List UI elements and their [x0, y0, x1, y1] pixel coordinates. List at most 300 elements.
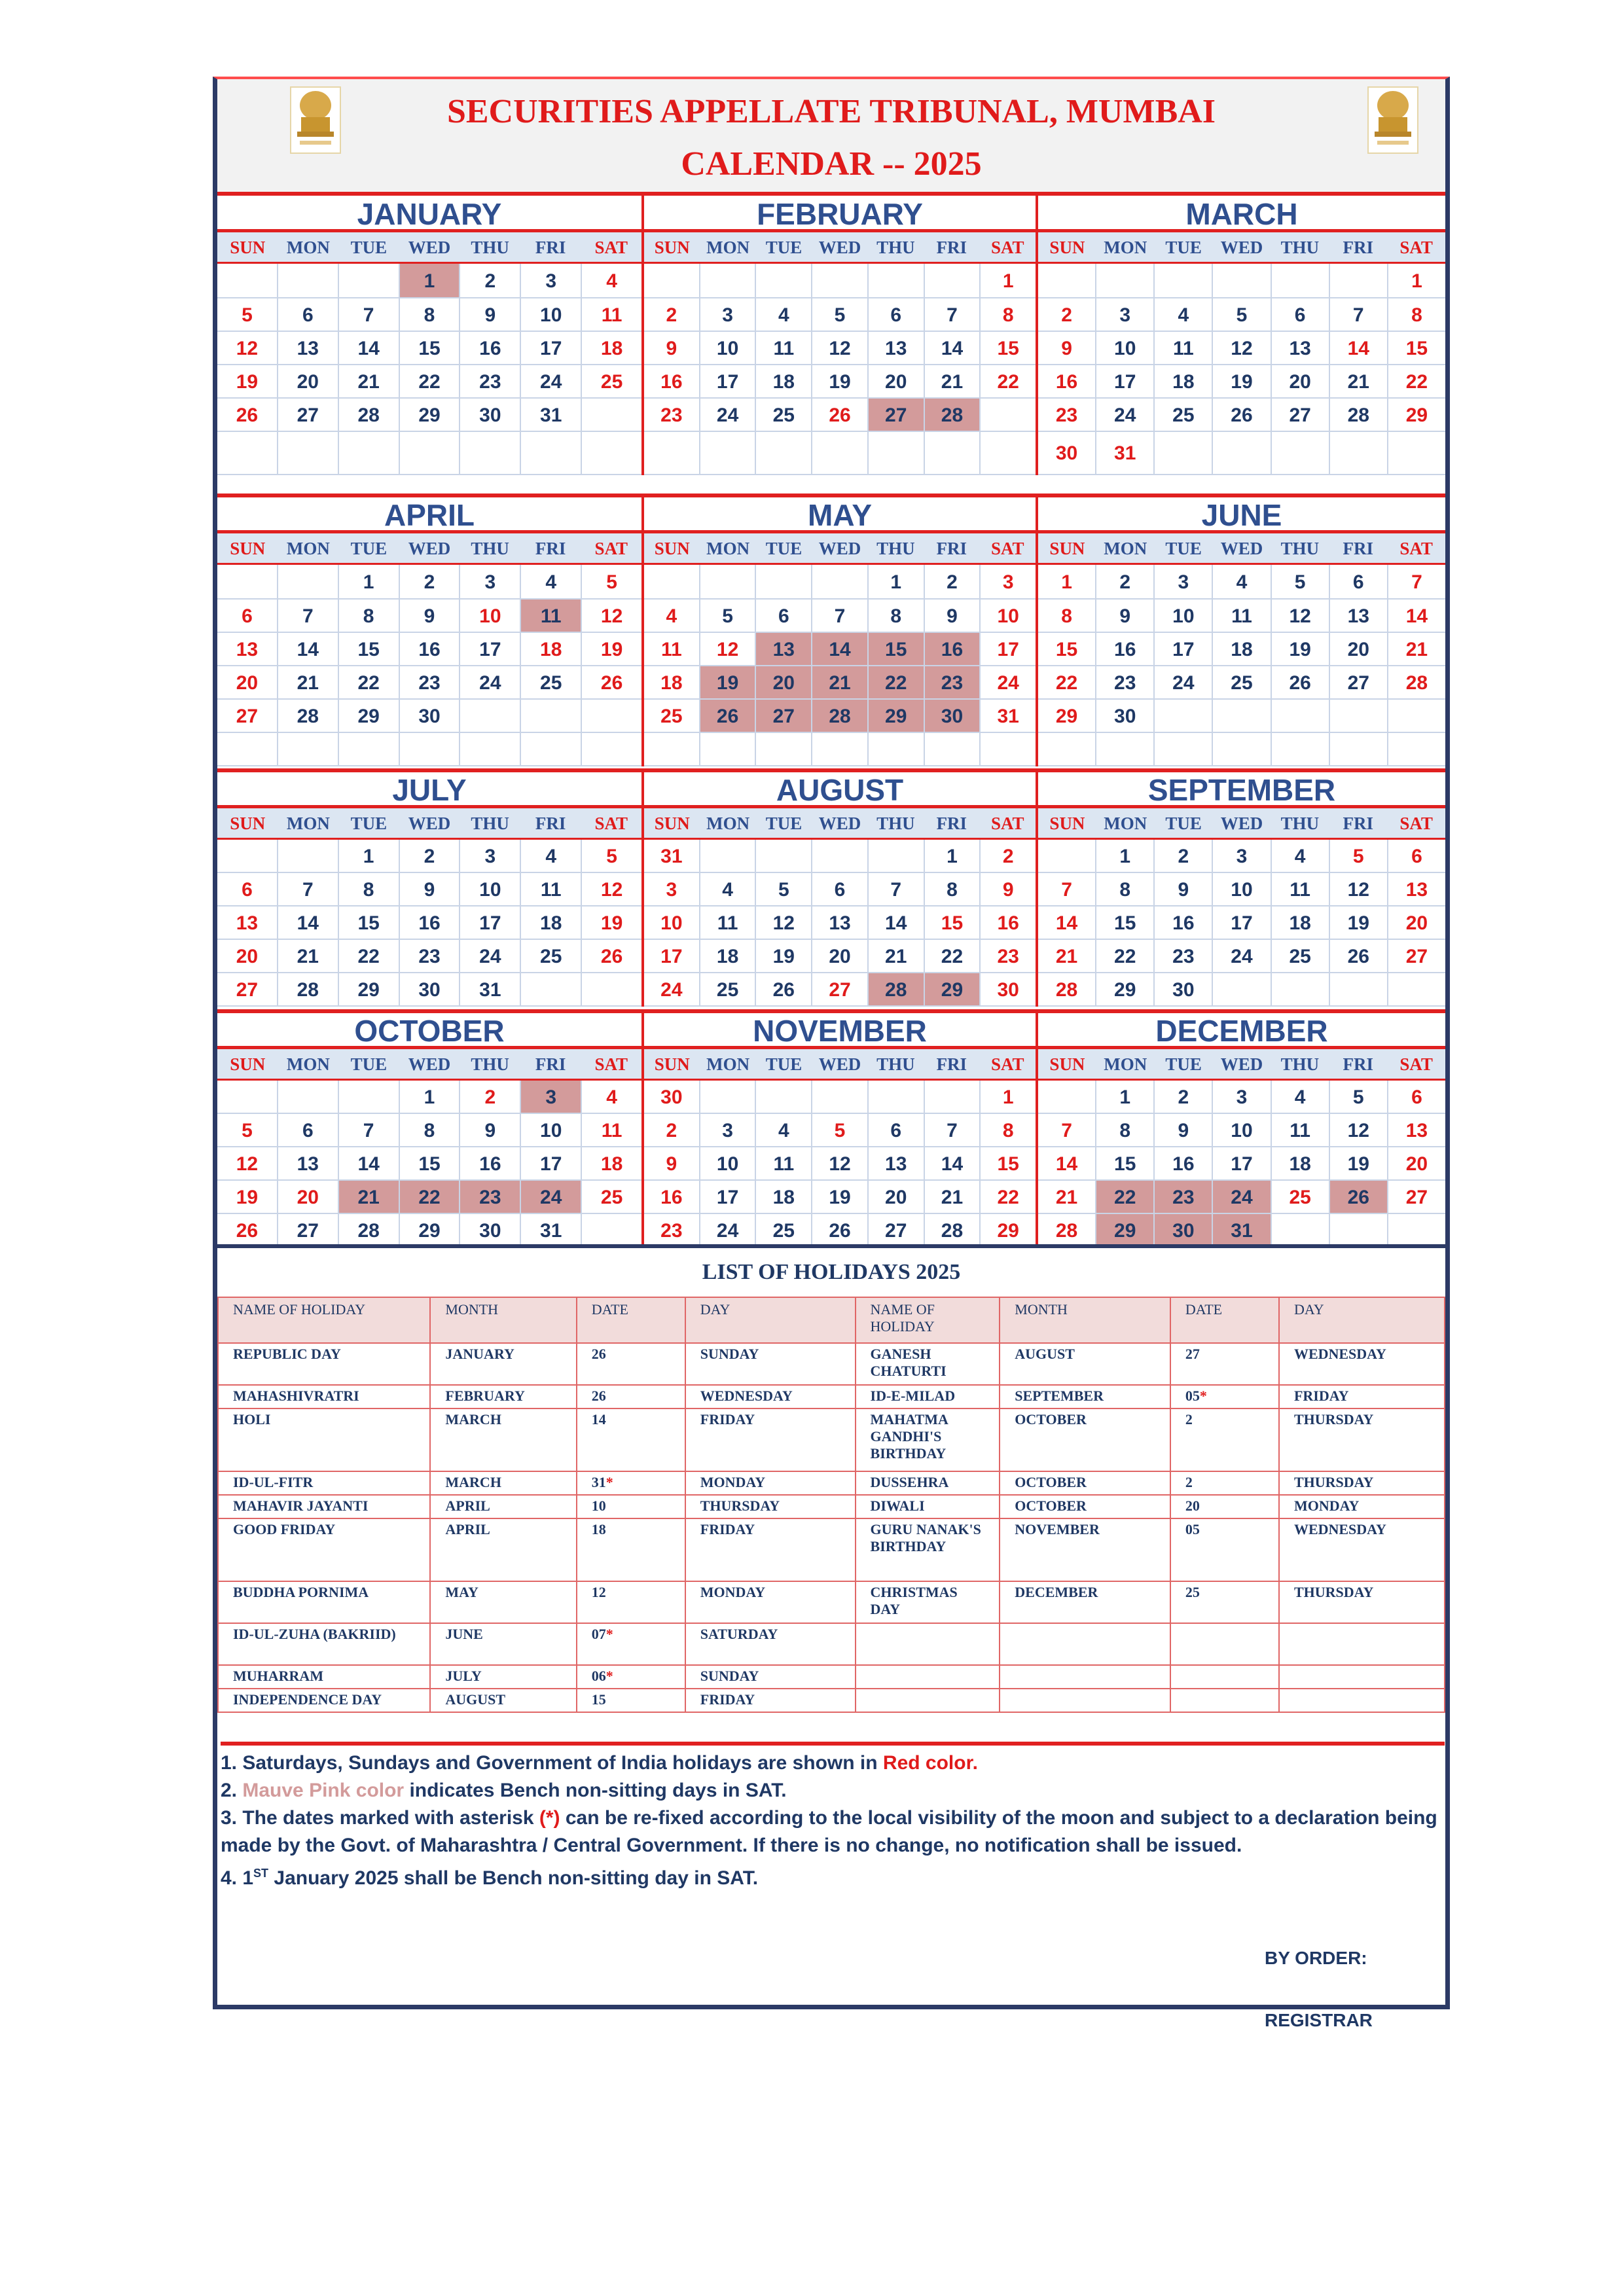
day-cell: 20 — [1330, 633, 1388, 665]
week-row — [1038, 565, 1445, 600]
holiday-cell: APRIL — [430, 1495, 576, 1518]
day-cell: 21 — [925, 1181, 981, 1213]
empty-cell — [981, 432, 1036, 474]
week-row — [644, 432, 1036, 475]
note-1 — [221, 1749, 1445, 1777]
holiday-cell — [1000, 1623, 1170, 1665]
day-cell: 5 — [1213, 298, 1271, 331]
week-row — [1038, 1147, 1445, 1181]
week-row — [1038, 1081, 1445, 1114]
band-divider — [217, 493, 1445, 497]
day-cell: 21 — [925, 365, 981, 397]
holiday-cell: OCTOBER — [1000, 1408, 1170, 1471]
week-row — [644, 399, 1036, 432]
day-cell: 13 — [812, 906, 869, 939]
note-3 — [221, 1804, 1445, 1859]
empty-cell — [644, 565, 700, 598]
empty-cell — [1272, 700, 1330, 732]
weekday-mon: MON — [1104, 238, 1147, 257]
day-cell: 15 — [1405, 338, 1428, 359]
day-cell: 22 — [869, 666, 925, 698]
day-cell: 10 — [1213, 1114, 1271, 1146]
day-cell: 15 — [339, 906, 400, 939]
empty-cell — [1388, 973, 1445, 1005]
week-row — [217, 432, 641, 475]
day-cell: 17 — [1213, 1147, 1271, 1179]
empty-cell — [521, 700, 582, 732]
day-cell: 22 — [1405, 371, 1428, 393]
day-cell: 8 — [1096, 873, 1155, 905]
day-cell: 17 — [700, 1181, 757, 1213]
empty-cell — [1330, 733, 1388, 765]
day-cell: 7 — [339, 298, 400, 331]
note-1-red-text: Red color. — [882, 1752, 978, 1774]
day-cell: 12 — [756, 906, 812, 939]
holiday-cell: HOLI — [218, 1408, 430, 1471]
holiday-header-cell: DATE — [1170, 1297, 1279, 1343]
empty-cell — [1272, 432, 1330, 474]
empty-cell — [925, 264, 981, 297]
empty-cell — [756, 264, 812, 297]
weekday-sat: SAT — [594, 238, 628, 257]
day-cell: 1 — [1096, 840, 1155, 872]
note-3-text-cont: can be re-fixed according to the local visibility of the moon and subject to a declaration being made by the Govt. of Maharashtra / Central Government. If there is no change, no notification shall be issued. — [221, 1807, 1437, 1856]
asterisk-mark: * — [605, 1626, 613, 1642]
holiday-cell: MONDAY — [1279, 1495, 1445, 1518]
day-cell: 23 — [460, 365, 521, 397]
day-cell: 6 — [756, 600, 812, 632]
empty-cell — [1213, 973, 1271, 1005]
holiday-cell: WEDNESDAY — [1279, 1518, 1445, 1581]
weekday-header — [217, 232, 641, 264]
weekday-thu: THU — [471, 1054, 509, 1074]
week-row — [217, 940, 641, 973]
empty-cell — [1330, 973, 1388, 1005]
holiday-header-cell: MONTH — [430, 1297, 576, 1343]
weekday-wed: WED — [408, 814, 451, 833]
day-cell: 25 — [600, 371, 623, 393]
day-cell: 25 — [1213, 666, 1271, 698]
day-cell: 15 — [400, 332, 461, 364]
holiday-cell: APRIL — [430, 1518, 576, 1581]
empty-cell — [1096, 264, 1155, 297]
month-title: DECEMBER — [1038, 1013, 1445, 1049]
day-cell: 30 — [400, 700, 461, 732]
day-cell: 2 — [1038, 298, 1096, 331]
weekday-fri: FRI — [1343, 539, 1373, 558]
holiday-cell — [856, 1623, 1000, 1665]
holiday-cell: 18 — [577, 1518, 685, 1581]
day-cell: 2 — [1002, 846, 1014, 867]
day-cell: 27 — [1272, 399, 1330, 431]
holiday-cell: CHRISTMAS DAY — [856, 1581, 1000, 1623]
day-cell: 16 — [460, 332, 521, 364]
day-cell: 9 — [644, 332, 700, 364]
holiday-cell: MAHASHIVRATRI — [218, 1385, 430, 1408]
calendar-sheet — [213, 77, 1450, 2030]
day-cell: 28 — [278, 700, 339, 732]
day-cell: 9 — [460, 1114, 521, 1146]
day-cell: 23 — [1096, 666, 1155, 698]
day-cell: 5 — [700, 600, 757, 632]
day-cell: 9 — [1096, 600, 1155, 632]
weekday-tue: TUE — [765, 814, 803, 833]
empty-cell — [1272, 1214, 1330, 1246]
holiday-cell: JULY — [430, 1665, 576, 1689]
weekday-tue: TUE — [350, 238, 388, 257]
empty-cell — [756, 432, 812, 474]
holiday-cell: ID-UL-FITR — [218, 1471, 430, 1495]
weekday-tue: TUE — [1165, 814, 1202, 833]
weekday-thu: THU — [471, 814, 509, 833]
day-cell: 6 — [1272, 298, 1330, 331]
month-july — [217, 772, 644, 1007]
day-cell: 8 — [1002, 304, 1014, 326]
holiday-cell: WEDNESDAY — [685, 1385, 856, 1408]
weekday-thu: THU — [876, 539, 915, 558]
month-june — [1038, 497, 1445, 766]
week-row — [644, 633, 1036, 666]
holiday-cell: MARCH — [430, 1408, 576, 1471]
note-4-superscript: ST — [253, 1867, 269, 1880]
empty-cell — [460, 733, 521, 765]
day-cell: 29 — [1096, 1214, 1155, 1246]
day-cell: 12 — [1330, 1114, 1388, 1146]
day-cell: 30 — [1155, 973, 1213, 1005]
day-cell: 17 — [460, 906, 521, 939]
empty-cell — [756, 565, 812, 598]
week-row — [217, 906, 641, 940]
day-cell: 24 — [460, 666, 521, 698]
day-cell: 9 — [1038, 332, 1096, 364]
day-cell: 22 — [997, 1187, 1019, 1208]
day-cell: 18 — [521, 906, 582, 939]
week-row — [1038, 973, 1445, 1007]
empty-cell — [582, 399, 641, 431]
empty-cell — [278, 565, 339, 598]
weekday-thu: THU — [876, 238, 915, 257]
week-row — [217, 1081, 641, 1114]
holiday-cell: 14 — [577, 1408, 685, 1471]
weekday-sun: SUN — [230, 539, 266, 558]
empty-cell — [700, 432, 757, 474]
weekday-thu: THU — [471, 238, 509, 257]
note-2-text: indicates Bench non-sitting days in SAT. — [404, 1780, 787, 1801]
empty-cell — [1213, 432, 1271, 474]
day-cell: 31 — [997, 706, 1019, 727]
weekday-fri: FRI — [535, 539, 566, 558]
day-cell: 20 — [1405, 912, 1428, 934]
day-cell: 30 — [400, 973, 461, 1005]
holiday-header-cell: NAME OF HOLIDAY — [218, 1297, 430, 1343]
empty-cell — [339, 1081, 400, 1113]
weekday-mon: MON — [1104, 539, 1147, 558]
weekday-fri: FRI — [936, 814, 967, 833]
day-cell: 14 — [339, 1147, 400, 1179]
day-cell: 2 — [460, 264, 521, 297]
week-row — [217, 1214, 641, 1247]
week-row — [644, 600, 1036, 633]
day-cell: 8 — [400, 298, 461, 331]
week-row — [217, 1147, 641, 1181]
day-cell: 9 — [400, 873, 461, 905]
holiday-cell: FRIDAY — [685, 1689, 856, 1712]
day-cell: 1 — [339, 565, 400, 598]
week-row — [644, 1081, 1036, 1114]
week-row — [1038, 1114, 1445, 1147]
holiday-cell — [1170, 1623, 1279, 1665]
registrar-label: REGISTRAR — [1265, 2010, 1373, 2030]
day-cell: 27 — [217, 973, 278, 1005]
holiday-cell: 15 — [577, 1689, 685, 1712]
day-cell: 14 — [278, 633, 339, 665]
day-cell: 3 — [1155, 565, 1213, 598]
note-1-text: 1. Saturdays, Sundays and Government of India holidays are shown in — [221, 1752, 883, 1774]
day-cell: 2 — [1155, 840, 1213, 872]
day-cell: 25 — [644, 700, 700, 732]
empty-cell — [1330, 1214, 1388, 1246]
asterisk-mark: * — [605, 1474, 613, 1490]
day-cell: 26 — [1272, 666, 1330, 698]
day-cell: 13 — [278, 332, 339, 364]
day-cell: 14 — [1038, 906, 1096, 939]
day-cell: 21 — [278, 940, 339, 972]
weekday-mon: MON — [286, 238, 330, 257]
day-cell: 29 — [400, 1214, 461, 1246]
day-cell: 14 — [812, 633, 869, 665]
month-march — [1038, 196, 1445, 475]
holiday-cell: MONDAY — [685, 1471, 856, 1495]
weekday-header — [217, 533, 641, 565]
day-cell: 30 — [997, 979, 1019, 1001]
empty-cell — [812, 733, 869, 765]
day-cell: 19 — [756, 940, 812, 972]
week-row — [644, 264, 1036, 298]
day-cell: 11 — [1213, 600, 1271, 632]
holiday-cell: OCTOBER — [1000, 1471, 1170, 1495]
day-cell: 23 — [644, 399, 700, 431]
empty-cell — [869, 264, 925, 297]
day-cell: 6 — [1411, 1086, 1422, 1108]
day-cell: 10 — [997, 605, 1019, 627]
day-cell: 6 — [1411, 846, 1422, 867]
day-cell: 20 — [1272, 365, 1330, 397]
day-cell: 23 — [400, 666, 461, 698]
day-cell: 7 — [1038, 873, 1096, 905]
day-cell: 28 — [339, 1214, 400, 1246]
empty-cell — [460, 700, 521, 732]
weekday-sat: SAT — [1399, 238, 1433, 257]
holiday-cell: SEPTEMBER — [1000, 1385, 1170, 1408]
week-row — [217, 700, 641, 733]
week-row — [1038, 733, 1445, 766]
weekday-mon: MON — [706, 814, 750, 833]
weekday-sat: SAT — [594, 1054, 628, 1074]
day-cell: 20 — [217, 666, 278, 698]
holiday-cell: FEBRUARY — [430, 1385, 576, 1408]
holiday-row — [218, 1471, 1445, 1495]
day-cell: 19 — [600, 912, 623, 934]
day-cell: 11 — [601, 304, 623, 326]
day-cell: 21 — [1038, 1181, 1096, 1213]
day-cell: 19 — [812, 1181, 869, 1213]
holiday-cell: THURSDAY — [1279, 1581, 1445, 1623]
day-cell: 2 — [460, 1081, 521, 1113]
day-cell: 14 — [1405, 605, 1428, 627]
empty-cell — [756, 1081, 812, 1113]
note-4 — [221, 1859, 1445, 1892]
day-cell: 10 — [521, 1114, 582, 1146]
day-cell: 20 — [756, 666, 812, 698]
weekday-wed: WED — [818, 1054, 861, 1074]
empty-cell — [644, 432, 700, 474]
day-cell: 23 — [997, 946, 1019, 967]
day-cell: 24 — [644, 973, 700, 1005]
holiday-cell: MAY — [430, 1581, 576, 1623]
holiday-row — [218, 1665, 1445, 1689]
week-row — [644, 298, 1036, 332]
holiday-cell: THURSDAY — [685, 1495, 856, 1518]
day-cell: 17 — [521, 332, 582, 364]
day-cell: 18 — [1213, 633, 1271, 665]
day-cell: 26 — [812, 1214, 869, 1246]
day-cell: 5 — [217, 298, 278, 331]
weekday-wed: WED — [408, 539, 451, 558]
empty-cell — [1213, 264, 1271, 297]
month-title: AUGUST — [644, 772, 1036, 808]
weekday-sat: SAT — [594, 814, 628, 833]
day-cell: 26 — [600, 946, 623, 967]
week-row — [644, 1181, 1036, 1214]
holiday-row — [218, 1581, 1445, 1623]
day-cell: 27 — [869, 1214, 925, 1246]
holiday-cell — [1000, 1665, 1170, 1689]
empty-cell — [582, 700, 641, 732]
day-cell: 11 — [1272, 873, 1330, 905]
day-cell: 28 — [925, 1214, 981, 1246]
week-row — [644, 906, 1036, 940]
day-cell: 10 — [644, 906, 700, 939]
day-cell: 17 — [521, 1147, 582, 1179]
day-cell: 10 — [460, 873, 521, 905]
empty-cell — [756, 840, 812, 872]
day-cell: 23 — [400, 940, 461, 972]
week-row — [644, 840, 1036, 873]
holiday-cell: DIWALI — [856, 1495, 1000, 1518]
week-row — [217, 840, 641, 873]
weekday-header — [1038, 232, 1445, 264]
day-cell: 9 — [925, 600, 981, 632]
day-cell: 28 — [339, 399, 400, 431]
note-2-mauve-text: Mauve Pink color — [242, 1780, 405, 1801]
day-cell: 1 — [1411, 270, 1422, 292]
day-cell: 12 — [812, 1147, 869, 1179]
day-cell: 19 — [812, 365, 869, 397]
day-cell: 3 — [700, 298, 757, 331]
note-4-text-cont: January 2025 shall be Bench non-sitting day in SAT. — [268, 1867, 759, 1889]
day-cell: 16 — [644, 365, 700, 397]
day-cell: 17 — [1213, 906, 1271, 939]
holiday-table — [217, 1297, 1445, 1713]
day-cell: 20 — [812, 940, 869, 972]
weekday-header — [217, 1049, 641, 1081]
weekday-mon: MON — [286, 539, 330, 558]
weekday-wed: WED — [408, 238, 451, 257]
day-cell: 3 — [521, 1081, 582, 1113]
weekday-sun: SUN — [1049, 814, 1085, 833]
day-cell: 6 — [812, 873, 869, 905]
day-cell: 13 — [869, 332, 925, 364]
empty-cell — [869, 432, 925, 474]
day-cell: 6 — [1330, 565, 1388, 598]
week-row — [217, 1114, 641, 1147]
day-cell: 13 — [1405, 879, 1428, 901]
day-cell: 10 — [700, 332, 757, 364]
day-cell: 26 — [1330, 940, 1388, 972]
week-row — [1038, 399, 1445, 432]
weekday-tue: TUE — [765, 1054, 803, 1074]
day-cell: 19 — [1330, 1147, 1388, 1179]
empty-cell — [981, 399, 1036, 431]
empty-cell — [217, 432, 278, 474]
day-cell: 6 — [278, 298, 339, 331]
weekday-mon: MON — [706, 1054, 750, 1074]
week-row — [217, 332, 641, 365]
holiday-cell: FRIDAY — [685, 1518, 856, 1581]
day-cell: 25 — [521, 666, 582, 698]
day-cell: 16 — [400, 906, 461, 939]
weekday-wed: WED — [818, 238, 861, 257]
empty-cell — [1388, 1214, 1445, 1246]
weekday-fri: FRI — [936, 238, 967, 257]
day-cell: 9 — [400, 600, 461, 632]
day-cell: 31 — [521, 399, 582, 431]
weekday-wed: WED — [1220, 814, 1263, 833]
band-divider — [217, 1009, 1445, 1013]
empty-cell — [981, 733, 1036, 765]
empty-cell — [1272, 973, 1330, 1005]
day-cell: 15 — [997, 1153, 1019, 1175]
day-cell: 25 — [1272, 940, 1330, 972]
holiday-cell: 06* — [577, 1665, 685, 1689]
weekday-tue: TUE — [1165, 1054, 1202, 1074]
empty-cell — [1272, 733, 1330, 765]
day-cell: 27 — [1405, 946, 1428, 967]
day-cell: 5 — [812, 298, 869, 331]
day-cell: 18 — [756, 1181, 812, 1213]
day-cell: 13 — [756, 633, 812, 665]
empty-cell — [217, 264, 278, 297]
weekday-wed: WED — [1220, 238, 1263, 257]
month-february — [644, 196, 1038, 475]
holiday-cell — [856, 1689, 1000, 1712]
holiday-cell: AUGUST — [1000, 1343, 1170, 1385]
day-cell: 3 — [460, 565, 521, 598]
empty-cell — [869, 1081, 925, 1113]
week-row — [217, 298, 641, 332]
day-cell: 21 — [339, 365, 400, 397]
asterisk-mark: * — [605, 1668, 613, 1684]
empty-cell — [521, 973, 582, 1005]
day-cell: 10 — [521, 298, 582, 331]
day-cell: 22 — [1096, 1181, 1155, 1213]
holiday-cell: 07* — [577, 1623, 685, 1665]
empty-cell — [521, 432, 582, 474]
weekday-sun: SUN — [654, 539, 690, 558]
day-cell: 10 — [1155, 600, 1213, 632]
day-cell: 15 — [400, 1147, 461, 1179]
day-cell: 24 — [700, 399, 757, 431]
